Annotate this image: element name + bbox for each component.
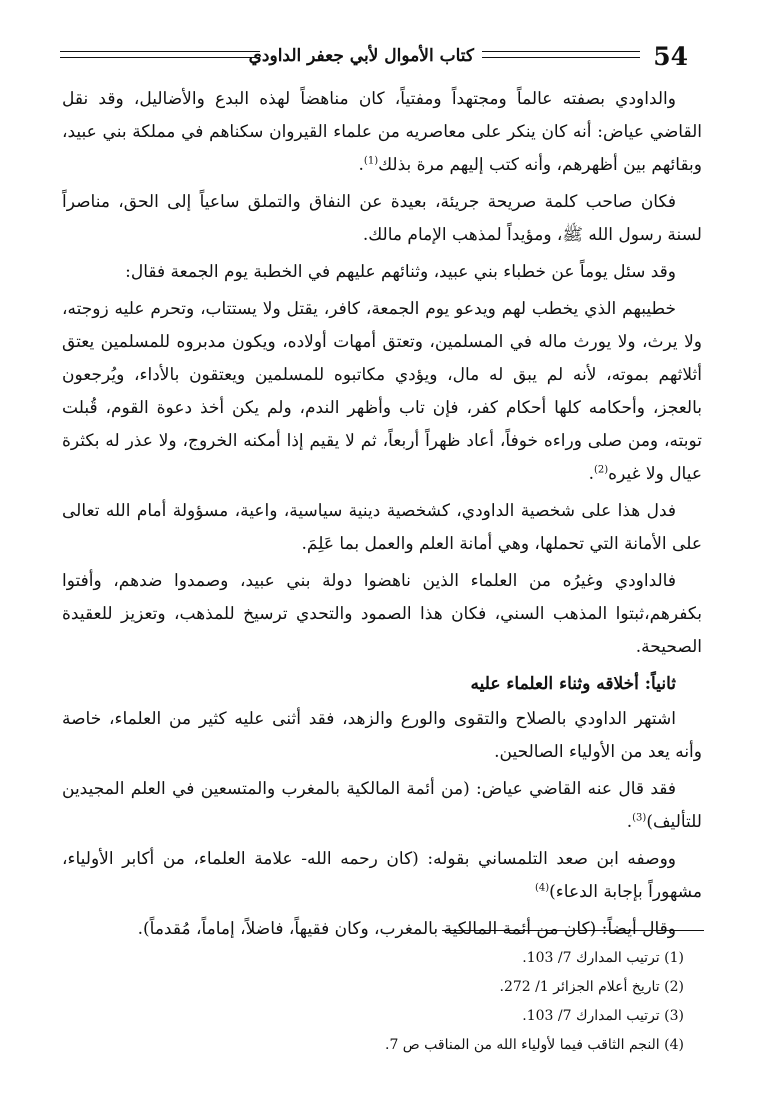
paragraph-text: فقد قال عنه القاضي عياض: (من أئمة المالكية بالمغرب والمتسعين في العلم المجيدين للتأليف) [62,779,702,832]
footnote: (2) تاريخ أعلام الجزائر 1/ 272. [499,979,684,995]
footnote-ref: (1) [363,155,379,167]
header-rule-right [482,51,640,58]
footnote: (1) ترتيب المدارك 7/ 103. [522,950,684,966]
paragraph: اشتهر الداودي بالصلاح والتقوى والورع والزهد، فقد أثنى عليه كثير من العلماء، خاصة وأنه يعد من الأولياء الصالحين. [62,709,702,762]
paragraph-end: . [626,812,633,832]
footnote: (4) النجم الثاقب فيما لأولياء الله من المناقب ص 7. [384,1037,684,1053]
paragraph-text: ووصفه ابن صعد التلمساني بقوله: (كان رحمه الله- علامة العلماء، من أكابر الأولياء، مشهوراً بإجابة الدعاء) [62,849,702,902]
paragraph: وقد سئل يوماً عن خطباء بني عبيد، وثنائهم عليهم في الخطبة يوم الجمعة فقال: [125,262,676,282]
footnote: (3) ترتيب المدارك 7/ 103. [522,1008,684,1024]
page-number: 54 [653,42,688,71]
paragraph [62,293,702,491]
paragraph-text: خطيبهم الذي يخطب لهم ويدعو يوم الجمعة، كافر، يقتل ولا يستتاب، وتحرم عليه زوجته، ولا يرث، ولا يورث ماله في المسلمين، وتعتق أمهات أولاده، ويكون مدبروه للمسلمين يعتق أثلاثهم بموته، لأنه لم يبق له مال، ويؤدي مكاتبوه للمسلمين ويعتقون بالأداء، ويُرجعون بالعجز، وأحكامه كلها أحكام كفر، فإن تاب وأظهر الندم، ولم يكن أخذ دعوة القوم، قُبلت توبته، ومن صلى وراءه خوفاً، أعاد ظهراً أربعاً، ثم لا يقيم إذا أمكنه الخروج، ولا عذر له بكثرة عيال ولا غيره [62,299,702,484]
header-rule-left [60,51,260,58]
body-text [62,83,702,950]
paragraph: وقال أيضاً: (كان من أئمة المالكية بالمغرب، وكان فقيهاً، فاضلاً، إماماً، مُقدماً). [137,919,676,939]
footnote-separator [442,930,704,931]
paragraph-end: . [588,464,594,484]
paragraph: فالداودي وغيرُه من العلماء الذين ناهضوا دولة بني عبيد، وصمدوا ضدهم، وأفتوا بكفرهم،ثبتوا المذهب السني، فكان هذا الصمود والتحدي ترسيخ للمذهب، وتعزيز للعقيدة الصحيحة. [62,571,702,657]
paragraph: فكان صاحب كلمة صريحة جريئة، بعيدة عن النفاق والتملق ساعياً إلى الحق، مناصراً لسنة رسول الله ﷺ، ومؤيداً لمذهب الإمام مالك. [62,192,702,245]
paragraph [62,83,702,182]
paragraph [62,843,702,909]
paragraph: فدل هذا على شخصية الداودي، كشخصية دينية سياسية، واعية، مسؤولة أمام الله تعالى على الأمانة التي تحملها، وهي أمانة العلم والعمل بما عَلِمَ. [62,501,702,554]
section-heading: ثانياً: أخلاقه وثناء العلماء عليه [470,674,676,694]
running-title: كتاب الأموال لأبي جعفر الداودي [248,46,474,66]
footnote-ref: (3) [632,812,647,824]
paragraph [62,773,702,839]
paragraph-end: . [358,155,364,175]
paragraph-text: والداودي بصفته عالماً ومجتهداً ومفتياً، كان مناهضاً لهذه البدع والأضاليل، وقد نقل القاضي عياض: أنه كان ينكر على معاصريه من علماء القيروان سكناهم في مملكة بني عبيد، وبقائهم بين أظهرهم، وأنه كتب إليهم مرة بذلك [62,89,702,175]
footnote-ref: (4) [534,882,550,894]
footnote-ref: (2) [593,464,609,476]
page-header [58,42,688,78]
footnotes [200,944,684,1060]
